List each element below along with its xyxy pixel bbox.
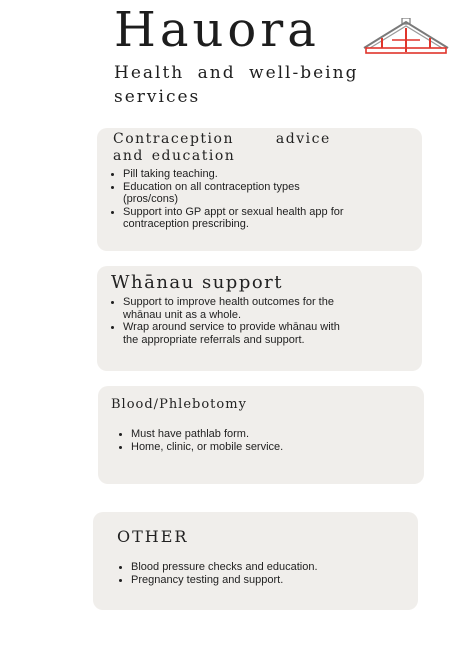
whanau-support-card [97,266,422,371]
page-subtitle: Health and well-being services [114,63,359,107]
page-title: Hauora [114,2,320,58]
list-item: • Support to improve health outcomes for the whānau unit as a whole. [123,296,345,321]
phlebotomy-card [98,386,424,484]
contraception-card [97,128,422,251]
house-roof-logo-icon [362,18,450,56]
list-item: • Wrap around service to provide whānau with the appropriate referrals and support. [123,321,345,346]
whanau-support-list [111,296,345,346]
contraception-card-title [113,131,331,165]
list-item: • Blood pressure checks and education. [131,561,391,574]
list-item: • Pill taking teaching. [123,168,345,181]
whanau-support-card-title: Whānau support [111,272,284,293]
other-card [93,512,418,610]
contraception-title-line1: Contraception advice [113,131,331,147]
list-item: • Education on all contraception types (pros/cons) [123,181,345,206]
other-list [119,561,391,586]
list-item: • Pregnancy testing and support. [131,574,391,587]
list-item: • Support into GP appt or sexual health app for contraception prescribing. [123,206,345,231]
list-item: • Must have pathlab form. [131,428,371,441]
phlebotomy-list [119,428,371,453]
contraception-title-line2: and education [113,148,236,164]
list-item: • Home, clinic, or mobile service. [131,441,371,454]
other-card-title: OTHER [117,527,189,546]
contraception-list [111,168,345,231]
phlebotomy-card-title: Blood/Phlebotomy [111,397,247,412]
